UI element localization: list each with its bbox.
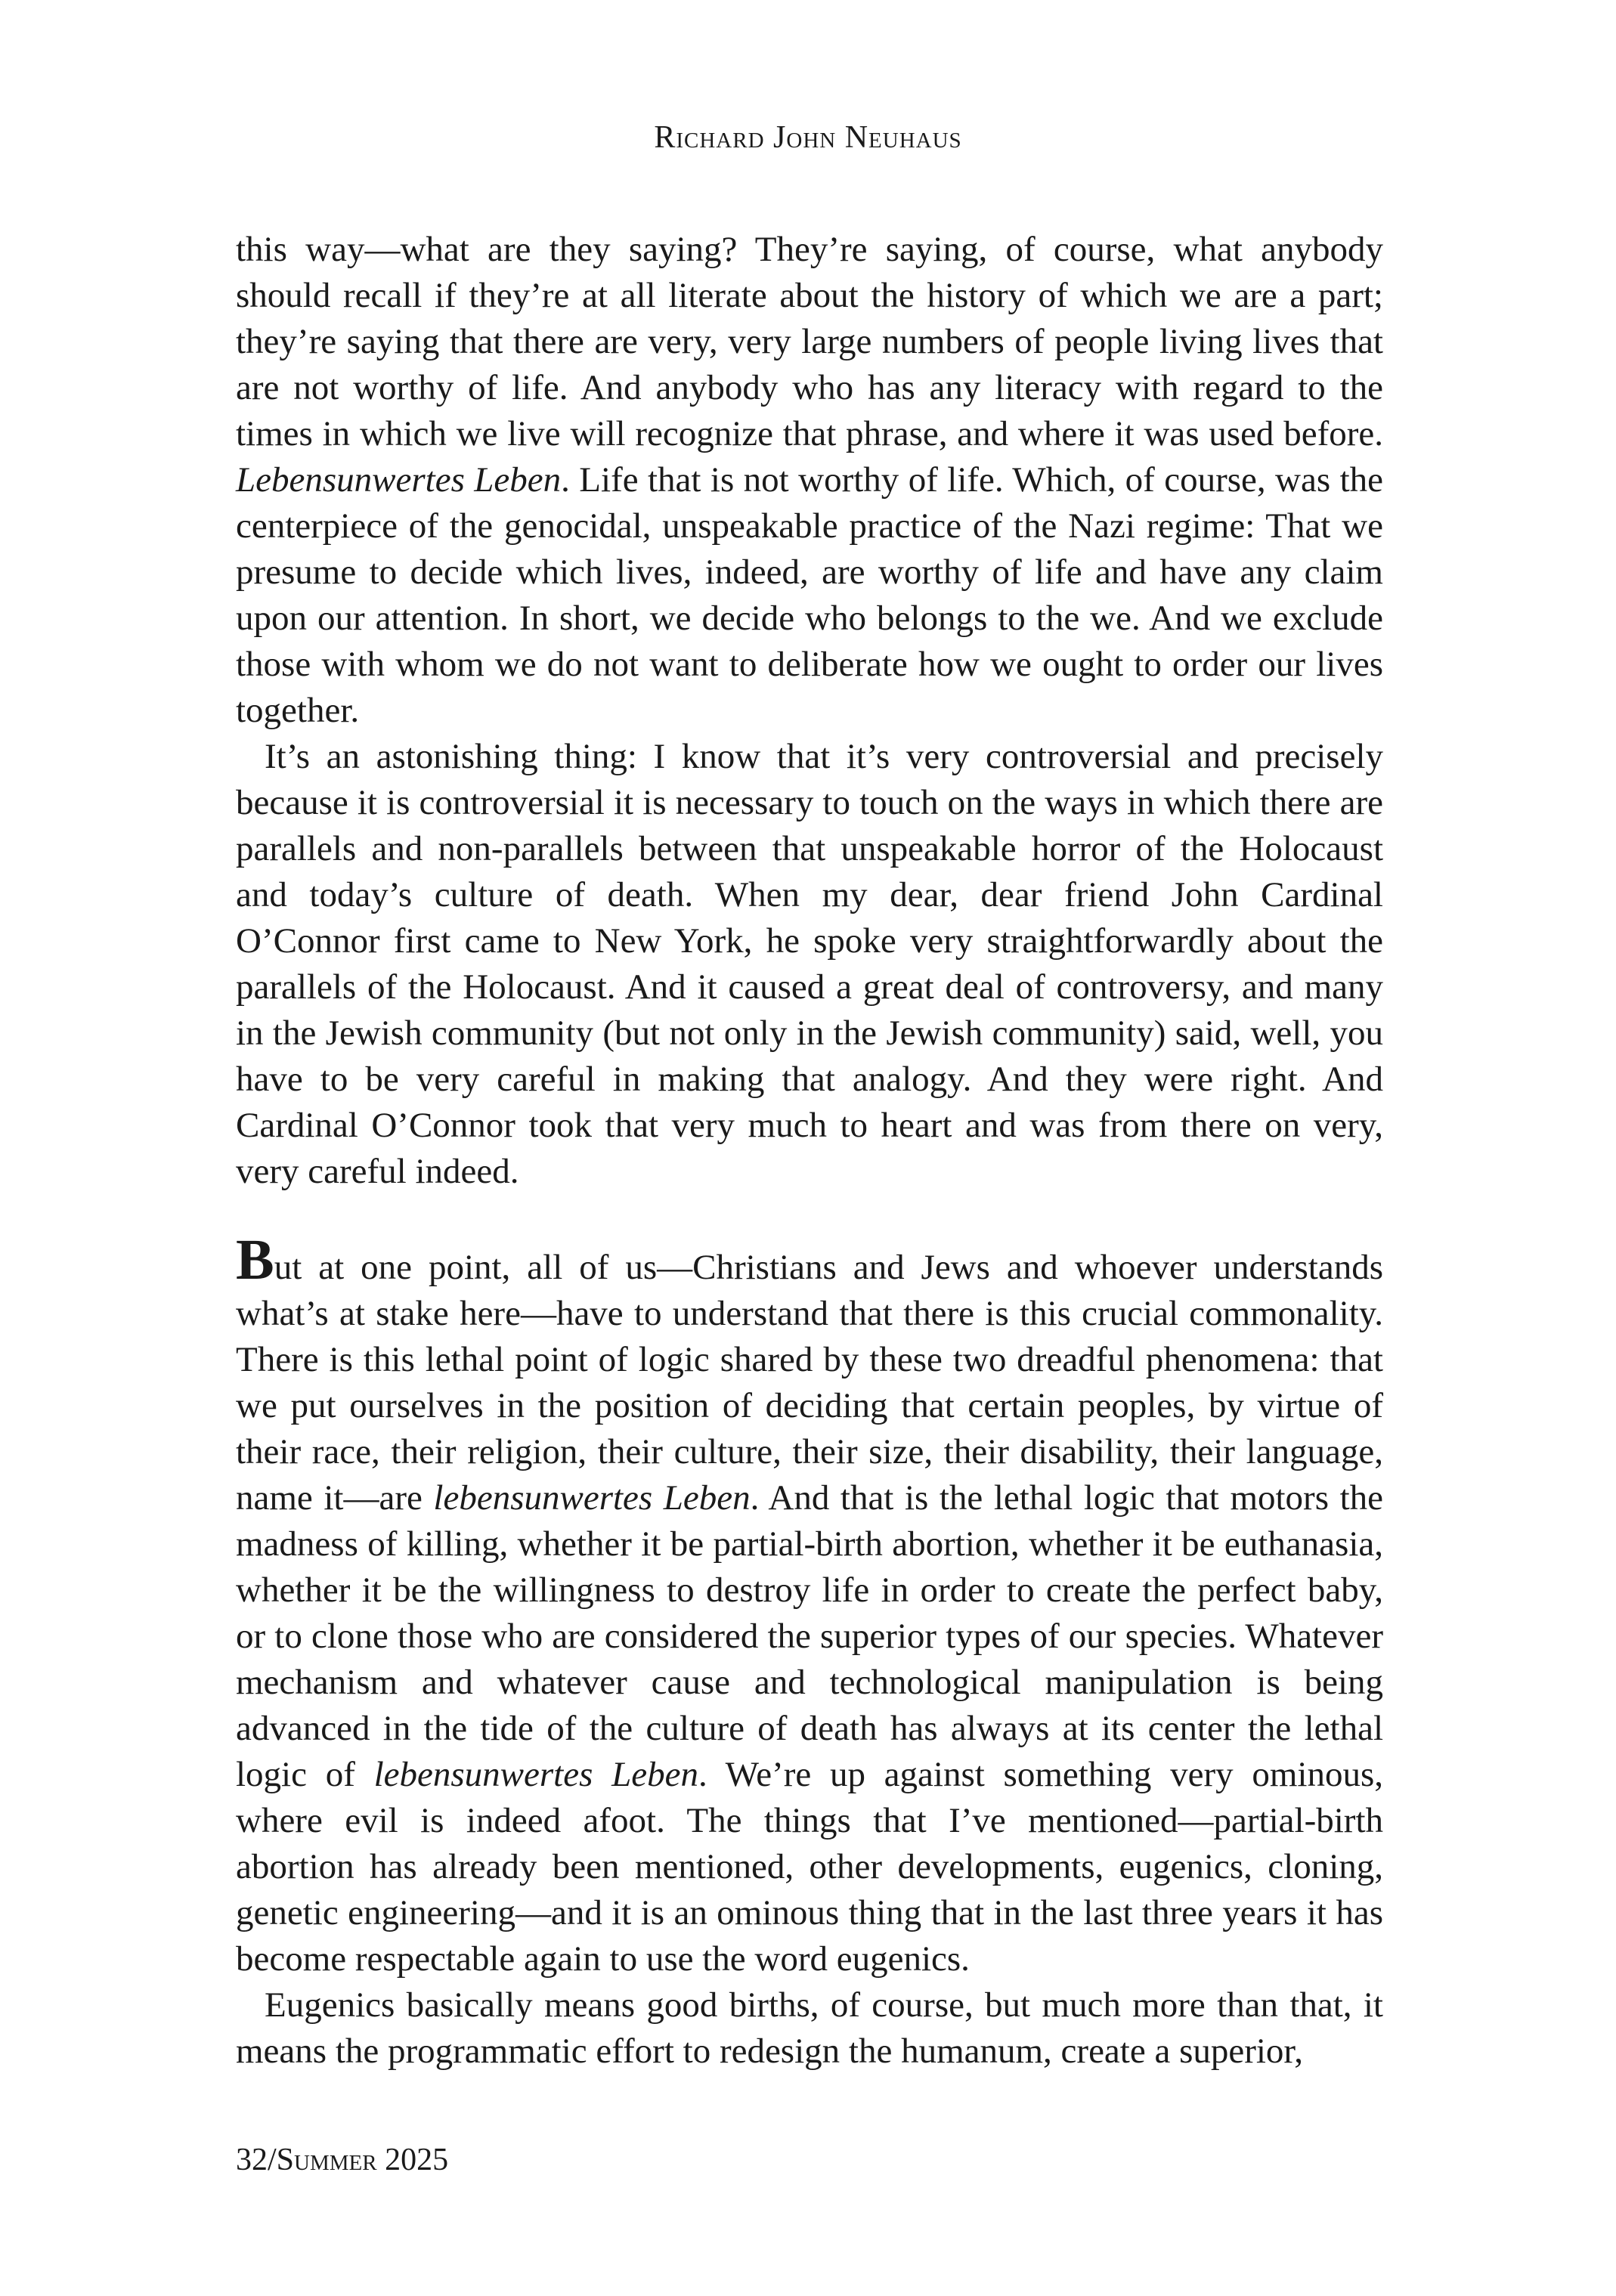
body-paragraph	[236, 1228, 1383, 1982]
paragraph-text: . We’re up against something very ominous, where evil is indeed afoot. The things that I’ve mentioned—partial-birth abortion has already been mentioned, other developments, eugenics, cloning, genetic engineering—and it is an ominous thing that in the last three years it has become respectable again to use the word eugenics.	[236, 1755, 1383, 1979]
article-body	[236, 227, 1383, 2075]
italic-term: Lebensunwertes Leben	[236, 460, 562, 500]
paragraph-text: ut at one point, all of us—Christians and Jews and whoever understands what’s at stake here—have to understand that there is this crucial commonality. There is this lethal point of logic shared by these two dreadful phenomena: that we put ourselves in the position of deciding that certain peoples, by virtue of their race, their religion, their culture, their size, their disability, their language, name it—are	[236, 1248, 1383, 1518]
body-paragraph	[236, 227, 1383, 734]
italic-term: lebensunwertes Leben	[373, 1755, 698, 1794]
page-number: 32/	[236, 2143, 277, 2177]
page-folio	[236, 2142, 448, 2178]
issue-season: Summer	[276, 2143, 377, 2177]
body-paragraph	[236, 1982, 1383, 2075]
body-paragraph	[236, 734, 1383, 1195]
drop-cap: B	[236, 1228, 274, 1292]
paragraph-text: Eugenics basically means good births, of course, but much more than that, it means the programmatic effort to redesign the humanum, create a superior,	[236, 1985, 1383, 2071]
paragraph-text: . Life that is not worthy of life. Which, of course, was the centerpiece of the genocidal, unspeakable practice of the Nazi regime: That we presume to decide which lives, indeed, are worthy of life and have any claim upon our attention. In short, we decide who belongs to the we. And we exclude those with whom we do not want to deliberate how we ought to order our lives together.	[236, 460, 1383, 730]
paragraph-text: this way—what are they saying? They’re saying, of course, what anybody should recall if they’re at all literate about the history of which we are a part; they’re saying that there are very, very large numbers of people living lives that are not worthy of life. And anybody who has any literacy with regard to the times in which we live will recognize that phrase, and where it was used before.	[236, 230, 1383, 453]
paragraph-text: It’s an astonishing thing: I know that it’s very controversial and precisely because it is controversial it is necessary to touch on the ways in which there are parallels and non-parallels between that unspeakable horror of the Holocaust and today’s culture of death. When my dear, dear friend John Cardinal O’Connor first came to New York, he spoke very straightforwardly about the parallels of the Holocaust. And it caused a great deal of controversy, and many in the Jewish community (but not only in the Jewish community) said, well, you have to be very careful in making that analogy. And they were right. And Cardinal O’Connor took that very much to heart and was from there on very, very careful indeed.	[236, 737, 1383, 1191]
italic-term: lebensunwertes Leben	[433, 1478, 751, 1518]
paragraph-text: . And that is the lethal logic that motors the madness of killing, whether it be partial-birth abortion, whether it be euthanasia, whether it be the willingness to destroy life in order to create the perfect baby, or to clone those who are considered the superior types of our species. Whatever mechanism and whatever cause and technological manipulation is being advanced in the tide of the culture of death has always at its center the lethal logic of	[236, 1478, 1383, 1794]
issue-year: 2025	[376, 2143, 449, 2177]
running-head: Richard John Neuhaus	[654, 120, 962, 155]
